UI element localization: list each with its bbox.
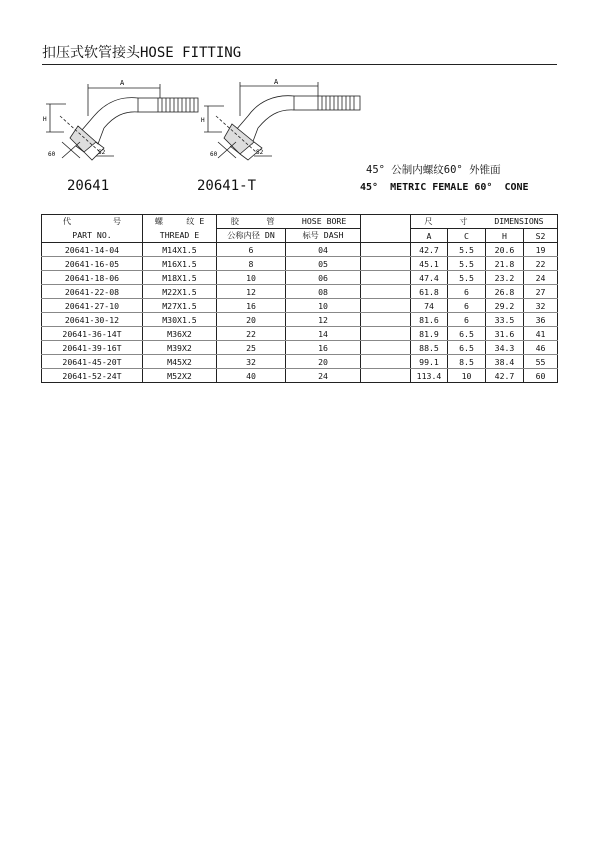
table-row xyxy=(42,313,558,327)
header-h: H xyxy=(486,229,524,243)
table-row xyxy=(42,327,558,341)
table-row xyxy=(42,271,558,285)
header-thread-cn: 纹 E xyxy=(186,216,205,227)
cell-blank xyxy=(361,271,411,285)
cell-s2: 27 xyxy=(524,285,558,299)
cell-c: 6 xyxy=(448,299,486,313)
cell-h: 42.7 xyxy=(486,369,524,383)
cell-dn: 40 xyxy=(217,369,286,383)
cell-dash: 04 xyxy=(286,243,361,257)
cell-a: 42.7 xyxy=(411,243,448,257)
cell-h: 33.5 xyxy=(486,313,524,327)
cell-part-no: 20641-18-06 xyxy=(42,271,143,285)
table-row xyxy=(42,299,558,313)
cell-c: 10 xyxy=(448,369,486,383)
header-s2: S2 xyxy=(524,229,558,243)
model-number: 20641-T xyxy=(197,178,257,194)
cell-dash: 24 xyxy=(286,369,361,383)
dim-h-label: H xyxy=(201,117,205,124)
cell-dn: 8 xyxy=(217,257,286,271)
header-dash: 标号 DASH xyxy=(286,229,361,243)
cell-thread: M30X1.5 xyxy=(143,313,217,327)
cell-a: 81.9 xyxy=(411,327,448,341)
cell-thread: M14X1.5 xyxy=(143,243,217,257)
cell-c: 8.5 xyxy=(448,355,486,369)
cell-a: 47.4 xyxy=(411,271,448,285)
cell-h: 23.2 xyxy=(486,271,524,285)
cell-h: 29.2 xyxy=(486,299,524,313)
cell-a: 74 xyxy=(411,299,448,313)
cell-c: 6 xyxy=(448,313,486,327)
cell-h: 38.4 xyxy=(486,355,524,369)
cell-dn: 10 xyxy=(217,271,286,285)
cell-s2: 41 xyxy=(524,327,558,341)
cell-a: 61.8 xyxy=(411,285,448,299)
cell-a: 45.1 xyxy=(411,257,448,271)
cell-a: 113.4 xyxy=(411,369,448,383)
cell-dash: 10 xyxy=(286,299,361,313)
cell-c: 6 xyxy=(448,285,486,299)
cell-blank xyxy=(361,285,411,299)
angle-label: 60 xyxy=(210,151,218,158)
cell-dash: 06 xyxy=(286,271,361,285)
angle-label: 60 xyxy=(48,151,56,158)
cell-s2: 19 xyxy=(524,243,558,257)
cell-s2: 46 xyxy=(524,341,558,355)
cell-s2: 32 xyxy=(524,299,558,313)
s2-label: S2 xyxy=(98,149,106,156)
cell-blank xyxy=(361,299,411,313)
cell-dash: 08 xyxy=(286,285,361,299)
cell-thread: M39X2 xyxy=(143,341,217,355)
cell-thread: M22X1.5 xyxy=(143,285,217,299)
cell-s2: 24 xyxy=(524,271,558,285)
dim-a-label: A xyxy=(274,78,279,86)
title-divider xyxy=(42,64,557,65)
cell-part-no: 20641-39-16T xyxy=(42,341,143,355)
table-subheader-row xyxy=(42,229,558,243)
cell-dn: 16 xyxy=(217,299,286,313)
header-thread-cn: 螺 xyxy=(154,216,163,227)
page-title: 扣压式软管接头HOSE FITTING xyxy=(42,45,242,61)
cell-blank xyxy=(361,341,411,355)
cell-part-no: 20641-45-20T xyxy=(42,355,143,369)
cell-h: 31.6 xyxy=(486,327,524,341)
cell-thread: M16X1.5 xyxy=(143,257,217,271)
table-row xyxy=(42,355,558,369)
description-english: 45° METRIC FEMALE 60° CONE xyxy=(360,182,529,193)
cell-dash: 14 xyxy=(286,327,361,341)
cell-part-no: 20641-30-12 xyxy=(42,313,143,327)
s2-label: S2 xyxy=(256,149,264,156)
specification-table xyxy=(41,214,558,383)
header-hose-cn: 胶 xyxy=(230,216,239,226)
cell-h: 20.6 xyxy=(486,243,524,257)
cell-thread: M27X1.5 xyxy=(143,299,217,313)
cell-part-no: 20641-14-04 xyxy=(42,243,143,257)
cell-blank xyxy=(361,355,411,369)
cell-dn: 20 xyxy=(217,313,286,327)
cell-dn: 6 xyxy=(217,243,286,257)
cell-c: 6.5 xyxy=(448,341,486,355)
header-dim-cn: 尺 xyxy=(424,216,433,226)
cell-c: 5.5 xyxy=(448,271,486,285)
header-thread-e: THREAD E xyxy=(143,229,217,243)
table-header-row xyxy=(42,215,558,229)
header-c: C xyxy=(448,229,486,243)
table-body xyxy=(42,243,558,383)
cell-thread: M45X2 xyxy=(143,355,217,369)
header-dn: 公称内径 DN xyxy=(217,229,286,243)
table-row xyxy=(42,257,558,271)
cell-part-no: 20641-36-14T xyxy=(42,327,143,341)
fitting-drawing-20641-T xyxy=(200,76,380,168)
header-hose-cn: 管 xyxy=(266,216,275,226)
cell-h: 21.8 xyxy=(486,257,524,271)
cell-part-no: 20641-27-10 xyxy=(42,299,143,313)
cell-c: 5.5 xyxy=(448,257,486,271)
model-number: 20641 xyxy=(67,178,110,194)
cell-s2: 36 xyxy=(524,313,558,327)
fitting-drawing-20641 xyxy=(40,76,215,168)
cell-dash: 16 xyxy=(286,341,361,355)
cell-blank xyxy=(361,243,411,257)
table-row xyxy=(42,341,558,355)
cell-c: 5.5 xyxy=(448,243,486,257)
cell-dn: 32 xyxy=(217,355,286,369)
cell-a: 88.5 xyxy=(411,341,448,355)
cell-dn: 12 xyxy=(217,285,286,299)
cell-h: 34.3 xyxy=(486,341,524,355)
table-row xyxy=(42,243,558,257)
header-dimensions: DIMENSIONS xyxy=(494,216,544,226)
cell-part-no: 20641-52-24T xyxy=(42,369,143,383)
cell-thread: M52X2 xyxy=(143,369,217,383)
cell-dash: 20 xyxy=(286,355,361,369)
cell-s2: 60 xyxy=(524,369,558,383)
cell-a: 81.6 xyxy=(411,313,448,327)
cell-thread: M18X1.5 xyxy=(143,271,217,285)
header-code-cn: 号 xyxy=(112,216,122,227)
header-code-cn: 代 xyxy=(62,216,72,227)
cell-c: 6.5 xyxy=(448,327,486,341)
description-chinese: 45° 公制内螺纹60° 外锥面 xyxy=(366,164,501,176)
cell-blank xyxy=(361,313,411,327)
cell-part-no: 20641-22-08 xyxy=(42,285,143,299)
header-hose-bore: HOSE BORE xyxy=(301,216,347,226)
cell-part-no: 20641-16-05 xyxy=(42,257,143,271)
cell-blank xyxy=(361,257,411,271)
cell-blank xyxy=(361,327,411,341)
cell-blank xyxy=(361,369,411,383)
table-row xyxy=(42,285,558,299)
header-a: A xyxy=(411,229,448,243)
cell-dn: 22 xyxy=(217,327,286,341)
cell-dash: 05 xyxy=(286,257,361,271)
table-row xyxy=(42,369,558,383)
header-part-no: PART NO. xyxy=(42,229,143,243)
cell-s2: 22 xyxy=(524,257,558,271)
dim-h-label: H xyxy=(43,116,47,123)
dim-a-label: A xyxy=(120,79,125,87)
cell-a: 99.1 xyxy=(411,355,448,369)
cell-h: 26.8 xyxy=(486,285,524,299)
header-dim-cn: 寸 xyxy=(459,216,468,226)
cell-dash: 12 xyxy=(286,313,361,327)
cell-thread: M36X2 xyxy=(143,327,217,341)
cell-dn: 25 xyxy=(217,341,286,355)
cell-s2: 55 xyxy=(524,355,558,369)
